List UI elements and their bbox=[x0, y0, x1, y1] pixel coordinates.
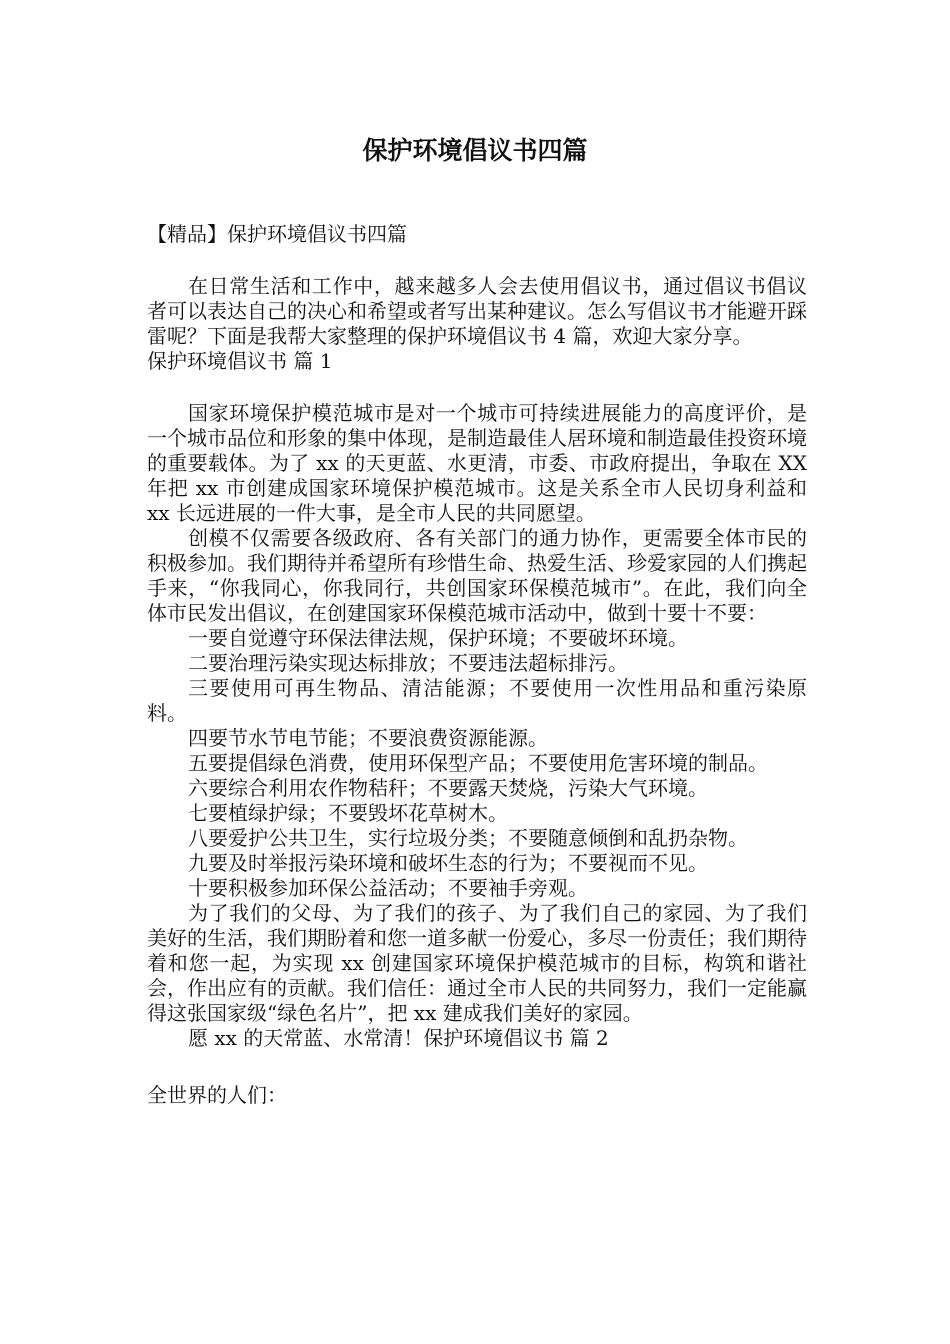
paragraph: 国家环境保护模范城市是对一个城市可持续进展能力的高度评价，是一个城市品位和形象的集中体现，是制造最佳人居环境和制造最佳投资环境的重要载体。为了 xx 的天更蓝、水更清，市委、市政府提出，争取在 XX 年把 xx 市创建成国家环境保护模范城市。这是关系全市人民切身利益和 xx 长远进展的一件大事，是全市人民的共同愿望。 bbox=[147, 401, 807, 525]
list-item: 五要提倡绿色消费，使用环保型产品；不要使用危害环境的制品。 bbox=[188, 751, 768, 775]
document-body bbox=[147, 222, 807, 1108]
greeting: 全世界的人们： bbox=[147, 1083, 287, 1107]
list-item: 九要及时举报污染环境和破坏生态的行为；不要视而不见。 bbox=[188, 851, 708, 875]
spacer bbox=[147, 374, 807, 401]
list-item: 八要爱护公共卫生，实行垃圾分类；不要随意倾倒和乱扔杂物。 bbox=[188, 826, 748, 850]
list-item: 二要治理污染实现达标排放；不要违法超标排污。 bbox=[188, 651, 628, 675]
intro-paragraph: 在日常生活和工作中，越来越多人会去使用倡议书，通过倡议书倡议者可以表达自己的决心和希望或者写出某种建议。怎么写倡议书才能避开踩雷呢？下面是我帮大家整理的保护环境倡议书 4 篇，欢迎大家分享。 bbox=[147, 274, 807, 348]
section-heading: 保护环境倡议书 篇 1 bbox=[147, 349, 333, 373]
list-item: 四要节水节电节能；不要浪费资源能源。 bbox=[188, 726, 548, 750]
spacer bbox=[147, 247, 807, 274]
list-item: 七要植绿护绿；不要毁坏花草树木。 bbox=[188, 801, 508, 825]
spacer bbox=[147, 1051, 807, 1083]
list-item: 一要自觉遵守环保法律法规，保护环境；不要破坏环境。 bbox=[188, 626, 688, 650]
paragraph: 为了我们的父母、为了我们的孩子、为了我们自己的家园、为了我们美好的生活，我们期盼着和您一道多献一份爱心，多尽一份责任；我们期待着和您一起，为实现 xx 创建国家环境保护模范城市的目标，构筑和谐社会，作出应有的贡献。我们信任：通过全市人民的共同努力，我们一定能赢得这张国家级“绿色名片”，把 xx 建成我们美好的家园。 bbox=[147, 901, 807, 1025]
paragraph: 创模不仅需要各级政府、各有关部门的通力协作，更需要全体市民的积极参加。我们期待并希望所有珍惜生命、热爱生活、珍爱家园的人们携起手来，“你我同心，你我同行，共创国家环保模范城市”。在此，我们向全体市民发出倡议，在创建国家环保模范城市活动中，做到十要十不要： bbox=[147, 526, 807, 625]
list-item: 十要积极参加环保公益活动；不要袖手旁观。 bbox=[188, 876, 588, 900]
list-item: 三要使用可再生物品、清洁能源；不要使用一次性用品和重污染原料。 bbox=[147, 676, 807, 725]
document-subtitle: 【精品】保护环境倡议书四篇 bbox=[147, 222, 407, 246]
closing-line: 愿 xx 的天常蓝、水常清！保护环境倡议书 篇 2 bbox=[188, 1026, 609, 1050]
document-title: 保护环境倡议书四篇 bbox=[362, 136, 588, 165]
list-item: 六要综合利用农作物秸秆；不要露天焚烧，污染大气环境。 bbox=[188, 776, 708, 800]
